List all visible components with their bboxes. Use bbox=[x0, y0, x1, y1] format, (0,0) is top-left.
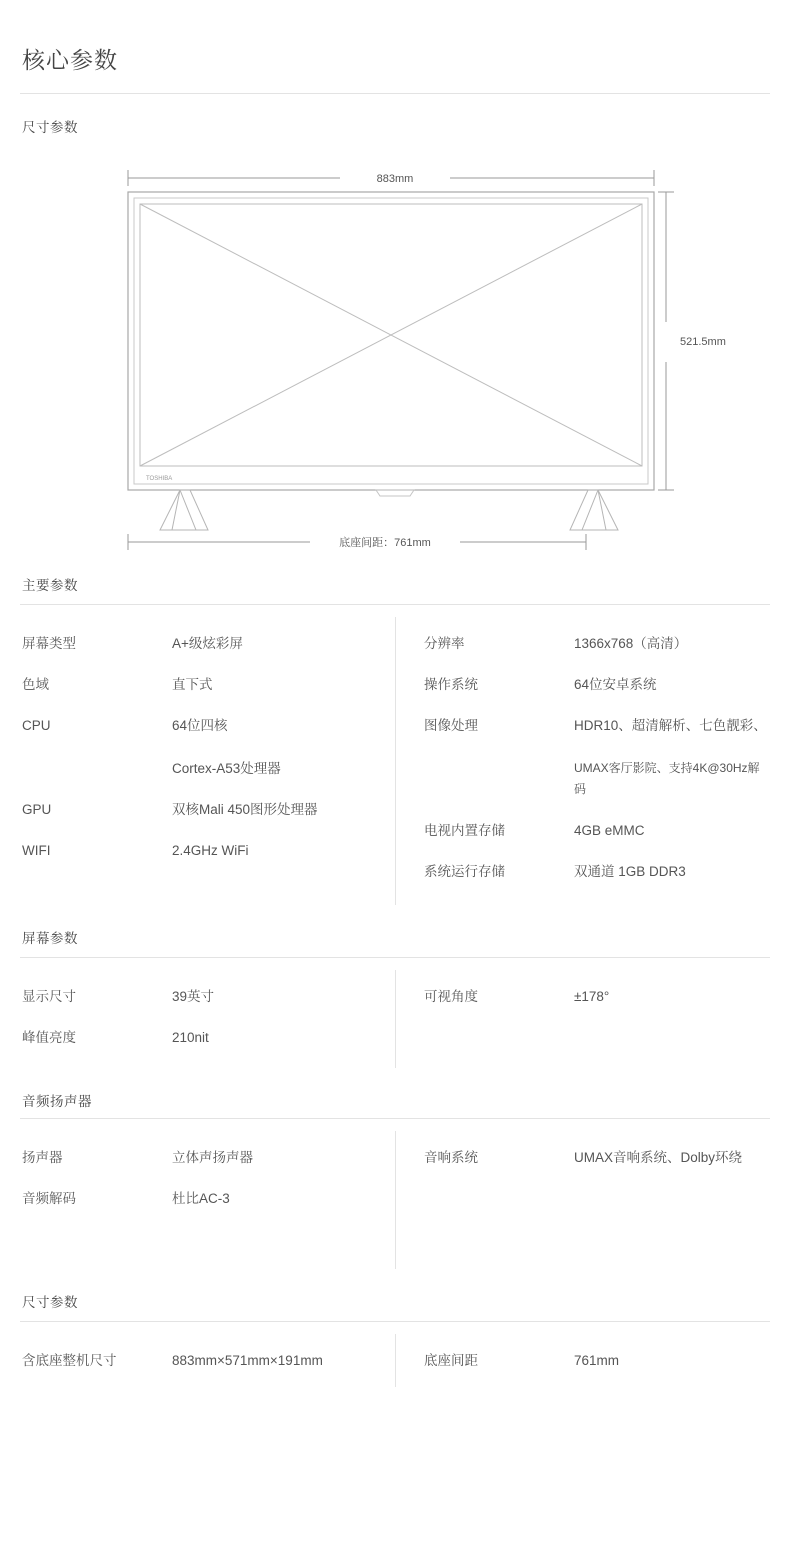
tv-diagram-svg bbox=[20, 152, 770, 552]
spec-value-line2: Cortex-A53处理器 bbox=[172, 761, 281, 776]
table-row bbox=[22, 799, 395, 820]
page-title: 核心参数 bbox=[22, 47, 118, 73]
spec-key: 电视内置存储 bbox=[424, 823, 505, 838]
section-heading-dimension-bottom: 尺寸参数 bbox=[22, 1295, 78, 1310]
spec-key: GPU bbox=[22, 802, 52, 817]
diagram-brand-mark: TOSHIBA bbox=[146, 476, 173, 482]
dimension-spec-column-left bbox=[20, 1334, 395, 1387]
spec-value: 立体声扬声器 bbox=[172, 1150, 253, 1165]
table-row bbox=[22, 1027, 395, 1048]
spec-key: 音响系统 bbox=[424, 1150, 478, 1165]
audio-spec-column-left bbox=[20, 1131, 395, 1269]
table-row bbox=[22, 715, 395, 779]
table-row bbox=[424, 861, 770, 882]
diagram-stand-label: 底座间距：761mm bbox=[339, 537, 431, 549]
spec-value: 39英寸 bbox=[172, 989, 215, 1004]
dimension-spec-column-right bbox=[395, 1334, 770, 1387]
table-row bbox=[424, 674, 770, 695]
spec-value-line2: UMAX客厅影院、支持4K@30Hz解码 bbox=[574, 761, 760, 796]
diagram-width-label: 883mm bbox=[376, 173, 414, 185]
table-row bbox=[22, 1188, 395, 1209]
spec-value: UMAX音响系统、Dolby环绕 bbox=[574, 1150, 743, 1165]
table-row bbox=[22, 986, 395, 1007]
spec-value: A+级炫彩屏 bbox=[172, 636, 243, 651]
audio-spec-column-right bbox=[395, 1131, 770, 1269]
table-row bbox=[22, 840, 395, 861]
dimension-spec-table bbox=[20, 1322, 770, 1387]
table-row bbox=[424, 633, 770, 654]
spec-value: 1366x768（高清） bbox=[574, 636, 688, 651]
spec-key: 可视角度 bbox=[424, 989, 478, 1004]
tv-dimension-diagram bbox=[20, 152, 770, 552]
spec-key: WIFI bbox=[22, 843, 51, 858]
spec-value: 883mm×571mm×191mm bbox=[172, 1353, 323, 1368]
spec-value: ±178° bbox=[574, 989, 610, 1004]
table-row bbox=[424, 1350, 770, 1371]
diagram-height-label: 521.5mm bbox=[680, 336, 726, 348]
spec-value: 双核Mali 450图形处理器 bbox=[172, 802, 318, 817]
spec-key: 扬声器 bbox=[22, 1150, 63, 1165]
spec-value: 210nit bbox=[172, 1030, 209, 1045]
spec-key: 含底座整机尺寸 bbox=[22, 1353, 117, 1368]
spec-value: 直下式 bbox=[172, 677, 213, 692]
spec-key: 显示尺寸 bbox=[22, 989, 76, 1004]
spec-value-line1: HDR10、超清解析、七色靓彩、 bbox=[574, 718, 767, 733]
spec-value: 2.4GHz WiFi bbox=[172, 843, 249, 858]
section-heading-dimension-top: 尺寸参数 bbox=[22, 120, 78, 135]
table-row bbox=[424, 1147, 770, 1168]
table-row bbox=[22, 1147, 395, 1168]
screen-spec-column-right bbox=[395, 970, 770, 1068]
spec-value bbox=[574, 715, 770, 800]
spec-value: 4GB eMMC bbox=[574, 823, 645, 838]
table-row bbox=[424, 715, 770, 800]
spec-key: 操作系统 bbox=[424, 677, 478, 692]
spec-key: 分辨率 bbox=[424, 636, 465, 651]
spec-key: 屏幕类型 bbox=[22, 636, 76, 651]
screen-spec-column-left bbox=[20, 970, 395, 1068]
spec-key: 音频解码 bbox=[22, 1191, 76, 1206]
spec-key: CPU bbox=[22, 718, 51, 733]
spec-key: 色域 bbox=[22, 677, 49, 692]
spec-value: 64位安卓系统 bbox=[574, 677, 657, 692]
audio-spec-table bbox=[20, 1119, 770, 1269]
section-heading-screen: 屏幕参数 bbox=[22, 931, 78, 946]
table-row bbox=[424, 820, 770, 841]
spec-value: 杜比AC-3 bbox=[172, 1191, 230, 1206]
spec-key: 图像处理 bbox=[424, 718, 478, 733]
table-row bbox=[22, 674, 395, 695]
main-spec-column-right bbox=[395, 617, 770, 905]
section-heading-main: 主要参数 bbox=[22, 578, 78, 593]
table-row bbox=[22, 633, 395, 654]
section-heading-audio: 音频扬声器 bbox=[22, 1094, 92, 1109]
spec-value-line1: 64位四核 bbox=[172, 718, 228, 733]
spec-value: 761mm bbox=[574, 1353, 620, 1368]
spec-key: 峰值亮度 bbox=[22, 1030, 76, 1045]
table-row bbox=[424, 986, 770, 1007]
screen-spec-table bbox=[20, 958, 770, 1068]
spec-key: 底座间距 bbox=[424, 1353, 478, 1368]
spec-value: 双通道 1GB DDR3 bbox=[574, 864, 686, 879]
main-spec-table bbox=[20, 605, 770, 905]
main-spec-column-left bbox=[20, 617, 395, 905]
spec-key: 系统运行存储 bbox=[424, 864, 505, 879]
spec-value bbox=[172, 715, 395, 779]
table-row bbox=[22, 1350, 395, 1371]
